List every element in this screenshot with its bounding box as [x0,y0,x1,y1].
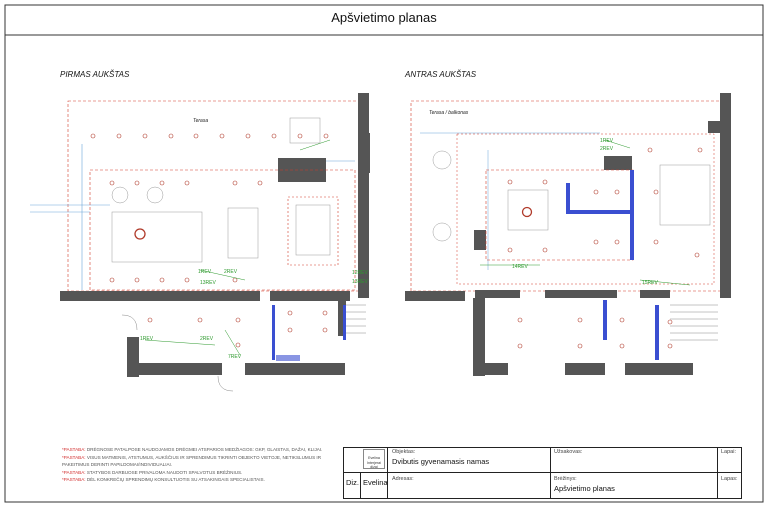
floor-title-second: ANTRAS AUKŠTAS [405,70,477,79]
armchair [112,187,128,203]
door-swing [122,315,137,330]
note-line-2 [62,454,342,469]
notes-block [62,446,342,484]
wall-lower-south [473,363,508,375]
bed [508,190,548,230]
wall-east [358,93,369,298]
note-line-1 [62,446,342,454]
sheet-label: Lapas: [721,476,738,482]
note-line-3 [62,469,342,477]
wall-lower-south-2 [565,363,605,375]
wall-core [604,156,632,170]
drawing-label: Brėžinys: [554,476,577,482]
partition [566,183,570,213]
svg-text:12REV: 12REV [352,270,368,276]
wall-core-2 [474,230,486,250]
terrace-boundary [68,101,366,291]
armchair [147,187,163,203]
pendant-light [135,229,145,239]
partition [655,305,659,360]
interior-fixtures [110,181,327,347]
wall-lower-south-2 [245,363,345,375]
role-label: Diz. [346,478,359,487]
address-label: Adresas: [392,476,414,482]
wall-east [720,93,731,298]
wall-pier [708,121,720,133]
note-prefix: *PASTABA: [62,477,86,483]
object-value: Dvibutis gyvenamasis namas [392,457,490,466]
second-floor-plan [405,93,731,376]
terrace-label-second: Terasa / balkonas [429,110,469,116]
wall-south [405,291,465,301]
svg-text:1REV: 1REV [140,336,154,342]
upper-floor-boundary [457,134,714,284]
wall-east-pier [358,133,370,173]
sofa [112,212,202,262]
svg-text:13REV: 13REV [200,280,216,286]
sheets-label: Lapai: [721,449,736,455]
pendant-light [523,208,532,217]
circuit-labels-first [140,269,369,360]
stairs-first [346,305,366,333]
partition [566,210,632,214]
note-text: DRĖGNOSE PATALPOSE NAUDOJAMOS DRĖGMEI ATSPARIOS MEDŽIAGOS: GKP, GLAISTAS, DAŽAI, KLIJAI. [86,447,323,452]
note-text: STATYBOS DARBUOSE PRIVALOMA NAUDOTI SPALVOTUS BRĖŽINIUS. [86,469,243,475]
designer-name: Evelina [363,478,388,487]
wall-south-4 [640,290,670,298]
svg-text:1REV: 1REV [600,138,614,144]
logo-text: Evelina Interjerai [367,456,381,465]
stairs-second [670,305,718,340]
chair [433,151,451,169]
door-swing [218,376,233,391]
terrace-fixtures [91,134,328,138]
tb-divider [343,472,742,473]
partition [630,170,634,260]
partition [276,355,300,361]
svg-text:2REV: 2REV [200,336,214,342]
svg-text:7REV: 7REV [228,354,242,360]
svg-text:13REV: 13REV [352,279,368,285]
kitchen-unit [296,205,330,255]
note-line-4 [62,476,342,484]
floor-title-first: PIRMAS AUKŠTAS [60,70,130,79]
partition [603,300,607,340]
note-text: DĖL KONKREČIŲ SPRENDIMŲ KONSULTUOTIS SU ATSAKINGAIS SPECIALISTAIS. [86,477,265,483]
note-prefix: *PASTABA: [62,469,86,475]
wall-south [60,291,260,301]
logo-sub: dizai [370,465,378,469]
drawing-value: Apšvietimo planas [554,484,615,493]
chair [433,223,451,241]
svg-text:14REV: 14REV [512,264,528,270]
object-label: Objektas: [392,449,416,455]
first-floor-plan [30,93,370,391]
client-label: Užsakovas: [554,449,583,455]
note-prefix: *PASTABA: [62,454,86,460]
tb-divider [717,447,718,499]
living-room-boundary [90,170,355,290]
wall-south-2 [475,290,520,298]
svg-text:1REV: 1REV [198,269,212,275]
tb-divider [550,447,551,499]
dining-table [228,208,258,258]
wall-south-3 [545,290,617,298]
terrace-table [290,118,320,143]
note-text: VISUS MATMENIS, ATSTUMUS, AUKŠČIUS IR SPRENDIMUS TIKRINTI OBJEKTO VIETOJE, NETIKSLUMUS IR PAKEITIMUS DERINTI PAPILDOMAI/INDIVIDUALIAI. [62,454,322,468]
tb-divider [387,447,388,499]
partition [343,305,346,340]
wall-lower-south [127,363,222,375]
tb-divider [360,472,361,499]
page-title: Apšvietimo planas [331,10,437,25]
svg-text:15REV: 15REV [642,280,658,286]
bed [660,165,710,225]
svg-text:2REV: 2REV [224,269,238,275]
terrace-label-first: Terasa [193,118,209,124]
svg-text:2REV: 2REV [600,146,614,152]
studio-logo [363,449,385,469]
partition [272,305,275,360]
note-prefix: *PASTABA: [62,447,86,452]
wall-lower-south-3 [625,363,693,375]
sheet-border [5,5,763,502]
